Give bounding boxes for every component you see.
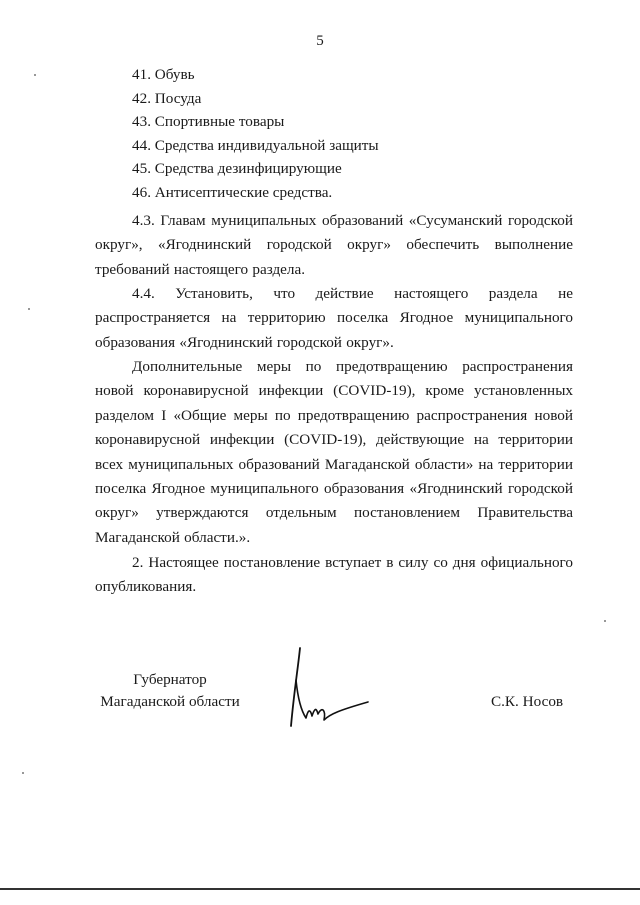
list-item: 44. Средства индивидуальной защиты <box>132 136 379 154</box>
goods-list <box>132 63 379 205</box>
list-item: 45. Средства дезинфицирующие <box>132 160 342 178</box>
paragraph-4-4: 4.4. Установить, что действие настоящего раздела не распространяется на территорию поселка Ягодное муниципального образования «Ягоднинский городской округ». <box>95 285 573 351</box>
paragraph-additional-measures: Дополнительные меры по предотвращению распространения новой коронавирусной инфекции (COVID-19), кроме установленных разделом I «Общие меры по предотвращению распространения новой коронавирусной инфекции (COVID-19), действующие на территории всех муниципальных образований Магаданской области» на территории поселка Ягодное муниципального образования «Ягоднинский городской округ» утверждаются отдельным постановлением Правительства Магаданской области.». <box>95 358 573 546</box>
list-item: 43. Спортивные товары <box>132 113 285 131</box>
signatory-title-line1: Губернатор <box>133 671 207 688</box>
page-bottom-edge <box>0 888 640 890</box>
scan-speck <box>604 620 606 622</box>
paragraph-4-3: 4.3. Главам муниципальных образований «Сусуманский городской округ», «Ягоднинский городской округ» обеспечить выполнение требований настоящего раздела. <box>95 212 573 278</box>
page-number: 5 <box>316 33 324 49</box>
scan-speck <box>22 772 24 774</box>
signatory-title <box>95 669 245 713</box>
scan-speck <box>34 74 36 76</box>
signatory-title-line2: Магаданской области <box>100 693 240 710</box>
list-item: 46. Антисептические средства. <box>132 183 333 201</box>
list-item: 42. Посуда <box>132 89 202 107</box>
list-item: 41. Обувь <box>132 66 195 83</box>
scan-speck <box>28 308 30 310</box>
handwritten-signature <box>282 640 377 735</box>
signatory-name: С.К. Носов <box>491 693 564 710</box>
paragraph-entry-into-force: 2. Настоящее постановление вступает в силу со дня официального опубликования. <box>95 554 573 596</box>
